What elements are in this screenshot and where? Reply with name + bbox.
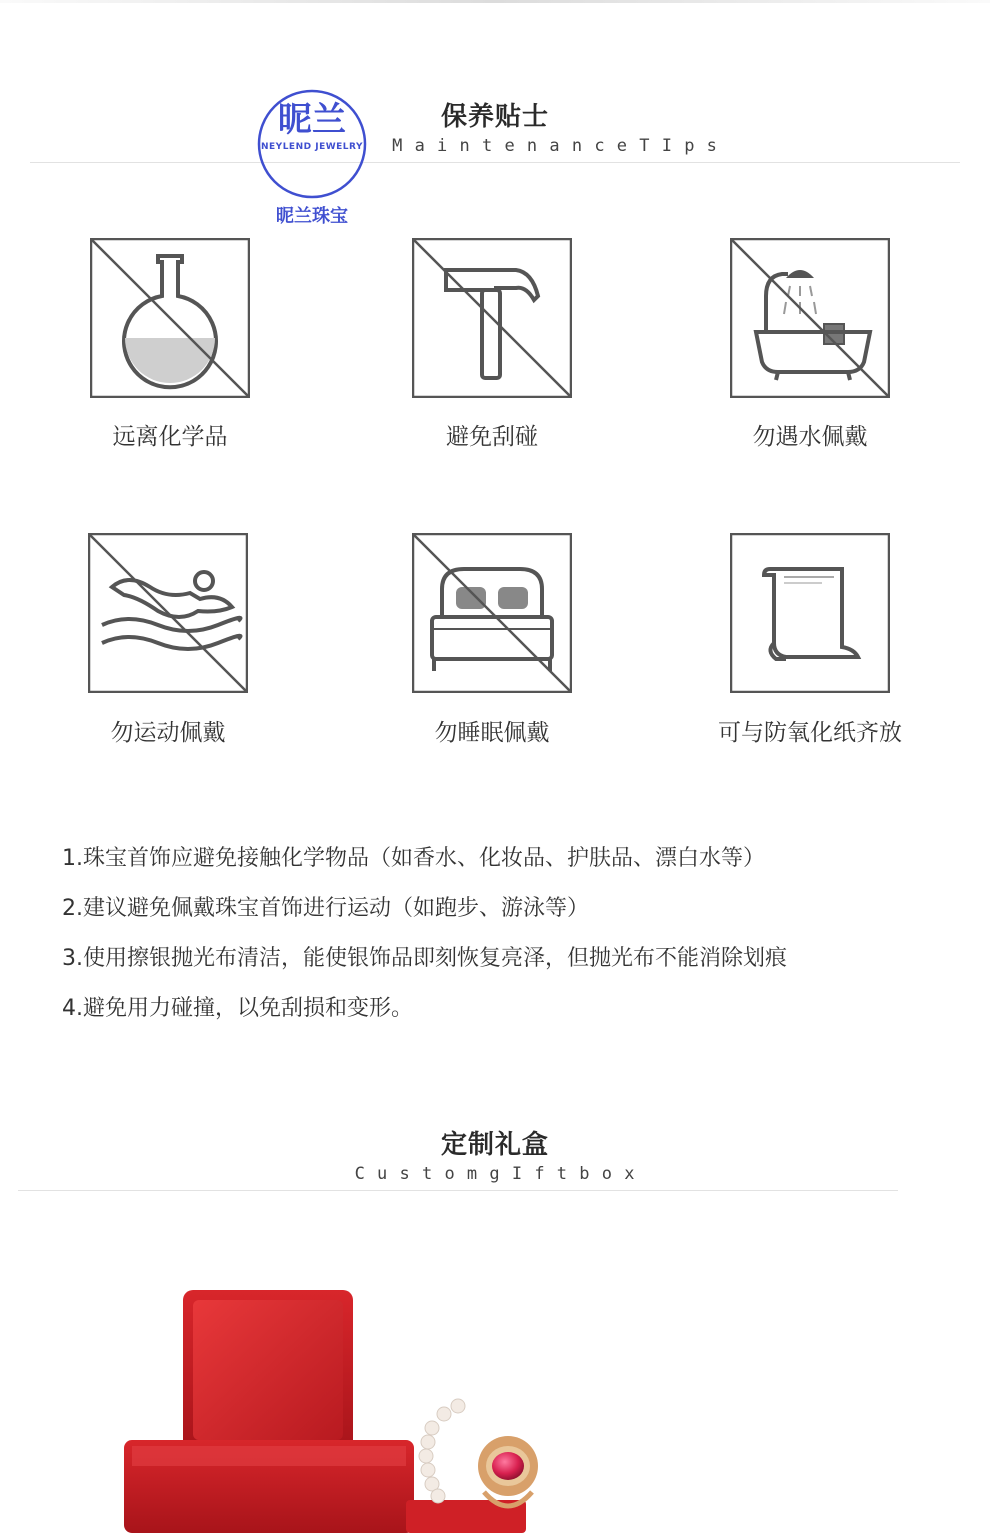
shower-bathtub-icon bbox=[730, 238, 890, 398]
logo-chinese-name: 昵兰珠宝 bbox=[276, 206, 348, 227]
giftbox-divider bbox=[18, 1190, 898, 1191]
giftbox-subtitle: C u s t o m g I f t b o x bbox=[354, 1164, 636, 1184]
note-item: 2.建议避免佩戴珠宝首饰进行运动（如跑步、游泳等） bbox=[62, 896, 589, 921]
gift-box-photo bbox=[0, 1230, 990, 1533]
tip-label-chemicals: 远离化学品 bbox=[112, 424, 228, 450]
tip-label-collision: 避免刮碰 bbox=[446, 424, 538, 450]
logo-english-name: NEYLEND JEWELRY bbox=[261, 142, 363, 152]
top-divider bbox=[0, 0, 990, 3]
note-item: 1.珠宝首饰应避免接触化学物品（如香水、化妆品、护肤品、漂白水等） bbox=[62, 846, 765, 871]
tip-label-water: 勿遇水佩戴 bbox=[752, 424, 868, 450]
tip-tile-paper bbox=[730, 533, 890, 693]
tip-tile-sleep bbox=[412, 533, 572, 693]
maintenance-subtitle: M a i n t e n a n c e T I p s bbox=[392, 136, 718, 156]
tip-label-sleep: 勿睡眠佩戴 bbox=[434, 720, 550, 746]
bed-icon bbox=[412, 533, 572, 693]
brand-watermark-logo bbox=[252, 88, 372, 228]
tip-tile-water bbox=[730, 238, 890, 398]
note-item: 3.使用擦银抛光布清洁，能使银饰品即刻恢复亮泽，但抛光布不能消除划痕 bbox=[62, 946, 787, 971]
hammer-icon bbox=[412, 238, 572, 398]
flask-icon bbox=[90, 238, 250, 398]
tip-tile-chemicals bbox=[90, 238, 250, 398]
tip-label-paper: 可与防氧化纸齐放 bbox=[718, 720, 902, 746]
note-item: 4.避免用力碰撞，以免刮损和变形。 bbox=[62, 996, 413, 1021]
tip-label-sports: 勿运动佩戴 bbox=[110, 720, 226, 746]
giftbox-title: 定制礼盒 bbox=[440, 1130, 549, 1160]
logo-mark: 昵兰 bbox=[278, 100, 346, 140]
swimmer-icon bbox=[88, 533, 248, 693]
maintenance-title: 保养贴士 bbox=[440, 102, 549, 132]
maintenance-divider bbox=[30, 162, 960, 163]
gift-box-illustration bbox=[0, 1230, 990, 1533]
paper-scroll-icon bbox=[730, 533, 890, 693]
tip-tile-sports bbox=[88, 533, 248, 693]
tip-tile-collision bbox=[412, 238, 572, 398]
maintenance-notes-list bbox=[62, 840, 942, 1040]
